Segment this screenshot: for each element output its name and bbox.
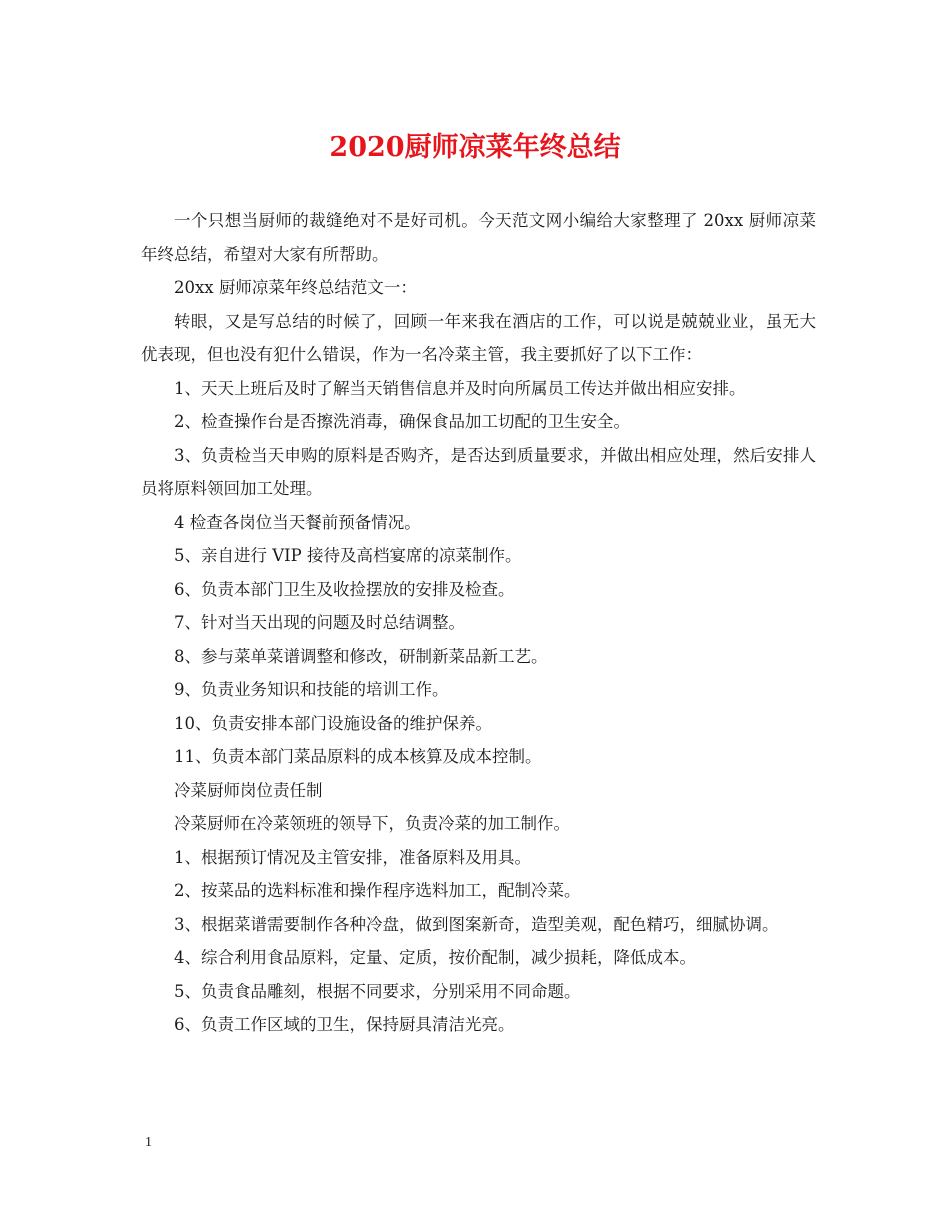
list-item: 2、检查操作台是否擦洗消毒，确保食品加工切配的卫生安全。 — [174, 412, 630, 431]
list-item: 3、根据菜谱需要制作各种冷盘，做到图案新奇，造型美观，配色精巧，细腻协调。 — [174, 914, 779, 934]
paragraph: 20xx 厨师凉菜年终总结范文一： — [174, 278, 417, 297]
list-item: 11、负责本部门菜品原料的成本核算及成本控制。 — [174, 747, 542, 766]
list-item: 1、根据预订情况及主管安排，准备原料及用具。 — [174, 847, 531, 867]
document-title: 2020厨师凉菜年终总结 — [329, 132, 621, 163]
paragraph: 转眼，又是写总结的时候了，回顾一年来我在酒店的工作，可以说是兢兢业业，虽无大优表现，但也没有犯什么错误，作为一名冷菜主管，我主要抓好了以下工作： — [141, 311, 816, 364]
list-item: 4 检查各岗位当天餐前预备情况。 — [174, 512, 421, 532]
list-item: 8、参与菜单菜谱调整和修改，研制新菜品新工艺。 — [174, 646, 548, 666]
list-item: 1、天天上班后及时了解当天销售信息并及时向所属员工传达并做出相应安排。 — [174, 378, 746, 398]
section-heading: 冷菜厨师岗位责任制 — [174, 780, 323, 800]
list-item: 7、针对当天出现的问题及时总结调整。 — [174, 613, 465, 632]
list-item: 4、综合利用食品原料，定量、定质，按价配制，减少损耗，降低成本。 — [174, 948, 696, 967]
list-item: 3、负责检当天申购的原料是否购齐，是否达到质量要求，并做出相应处理，然后安排人员将原料领回加工处理。 — [141, 445, 816, 498]
list-item: 2、按菜品的选料标准和操作程序选料加工，配制冷菜。 — [174, 881, 581, 900]
document-body — [141, 204, 816, 1042]
list-item: 9、负责业务知识和技能的培训工作。 — [174, 680, 449, 699]
paragraph: 一个只想当厨师的裁缝绝对不是好司机。今天范文网小编给大家整理了 20xx 厨师凉菜年终总结，希望对大家有所帮助。 — [141, 211, 816, 264]
list-item: 6、负责本部门卫生及收捡摆放的安排及检查。 — [174, 579, 515, 599]
paragraph: 冷菜厨师在冷菜领班的领导下，负责冷菜的加工制作。 — [174, 814, 570, 833]
list-item: 6、负责工作区域的卫生，保持厨具清洁光亮。 — [174, 1015, 515, 1034]
list-item: 5、亲自进行 VIP 接待及高档宴席的凉菜制作。 — [174, 546, 522, 565]
page-number: 1 — [145, 1135, 152, 1150]
list-item: 5、负责食品雕刻，根据不同要求，分别采用不同命题。 — [174, 981, 581, 1001]
list-item: 10、负责安排本部门设施设备的维护保养。 — [174, 713, 492, 733]
